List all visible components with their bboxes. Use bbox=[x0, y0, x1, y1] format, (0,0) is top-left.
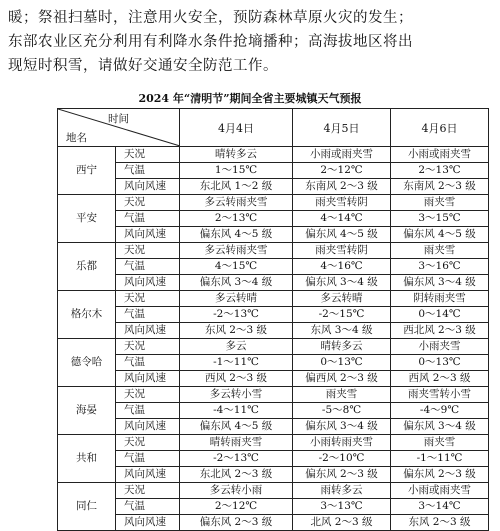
table-row bbox=[58, 195, 489, 211]
city-name-cell: 海晏 bbox=[58, 387, 116, 435]
forecast-value-cell: -4～11℃ bbox=[180, 403, 293, 419]
forecast-value-cell: 雨夹雪 bbox=[391, 435, 489, 451]
table-row bbox=[58, 499, 489, 515]
table-row bbox=[58, 163, 489, 179]
table-row bbox=[58, 451, 489, 467]
forecast-value-cell: -2～13℃ bbox=[180, 307, 293, 323]
table-row bbox=[58, 387, 489, 403]
table-row bbox=[58, 147, 489, 163]
paragraph-line: 东部农业区充分利用有利降水条件抢墒播种；高海拔地区将出 bbox=[8, 34, 413, 50]
city-name-cell: 平安 bbox=[58, 195, 116, 243]
forecast-value-cell: 偏东风 4～5 级 bbox=[391, 227, 489, 243]
forecast-value-cell: 东北风 1～2 级 bbox=[180, 179, 293, 195]
table-row bbox=[58, 243, 489, 259]
item-label-cell: 天况 bbox=[116, 435, 180, 451]
date-header: 4月4日 bbox=[180, 109, 293, 147]
forecast-value-cell: 1～15℃ bbox=[180, 163, 293, 179]
forecast-value-cell: 偏东风 3～4 级 bbox=[391, 419, 489, 435]
item-label-cell: 天况 bbox=[116, 339, 180, 355]
item-label-cell: 气温 bbox=[116, 451, 180, 467]
paragraph-line: 现短时积雪，请做好交通安全防范工作。 bbox=[8, 58, 278, 74]
forecast-value-cell: 雨夹雪 bbox=[391, 195, 489, 211]
item-label-cell: 风向风速 bbox=[116, 323, 180, 339]
forecast-value-cell: 3～15℃ bbox=[391, 211, 489, 227]
item-label-cell: 风向风速 bbox=[116, 227, 180, 243]
forecast-value-cell: 2～12℃ bbox=[293, 163, 391, 179]
table-row bbox=[58, 435, 489, 451]
date-header: 4月6日 bbox=[391, 109, 489, 147]
forecast-value-cell: 小雨或雨夹雪 bbox=[293, 147, 391, 163]
item-label-cell: 天况 bbox=[116, 483, 180, 499]
forecast-value-cell: 晴转雨夹雪 bbox=[180, 435, 293, 451]
city-name-cell: 西宁 bbox=[58, 147, 116, 195]
forecast-value-cell: 偏东风 2～3 级 bbox=[391, 467, 489, 483]
forecast-value-cell: 西北风 2～3 级 bbox=[391, 323, 489, 339]
item-label-cell: 天况 bbox=[116, 243, 180, 259]
table-row bbox=[58, 307, 489, 323]
forecast-value-cell: 多云 bbox=[180, 339, 293, 355]
forecast-value-cell: 偏东风 3～4 级 bbox=[293, 419, 391, 435]
forecast-value-cell: -1～11℃ bbox=[391, 451, 489, 467]
item-label-cell: 风向风速 bbox=[116, 419, 180, 435]
forecast-value-cell: 偏东风 3～4 级 bbox=[180, 275, 293, 291]
forecast-value-cell: -1～11℃ bbox=[180, 355, 293, 371]
item-label-cell: 风向风速 bbox=[116, 515, 180, 531]
forecast-value-cell: 雨夹雪 bbox=[391, 243, 489, 259]
forecast-value-cell: 4～14℃ bbox=[293, 211, 391, 227]
forecast-value-cell: -2～13℃ bbox=[180, 451, 293, 467]
table-row bbox=[58, 323, 489, 339]
forecast-value-cell: 多云转晴 bbox=[293, 291, 391, 307]
forecast-value-cell: 2～13℃ bbox=[180, 211, 293, 227]
forecast-value-cell: 4～15℃ bbox=[180, 259, 293, 275]
table-row bbox=[58, 259, 489, 275]
item-label-cell: 天况 bbox=[116, 387, 180, 403]
forecast-value-cell: 雨夹雪 bbox=[293, 387, 391, 403]
forecast-table bbox=[57, 108, 489, 531]
item-label-cell: 气温 bbox=[116, 403, 180, 419]
item-label-cell: 气温 bbox=[116, 355, 180, 371]
forecast-value-cell: 0～13℃ bbox=[391, 355, 489, 371]
forecast-value-cell: -2～10℃ bbox=[293, 451, 391, 467]
item-label-cell: 气温 bbox=[116, 307, 180, 323]
forecast-value-cell: -2～15℃ bbox=[293, 307, 391, 323]
forecast-value-cell: 3～13℃ bbox=[293, 499, 391, 515]
forecast-value-cell: 0～13℃ bbox=[293, 355, 391, 371]
forecast-value-cell: 阴转雨夹雪 bbox=[391, 291, 489, 307]
forecast-value-cell: 偏东风 4～5 级 bbox=[180, 227, 293, 243]
forecast-value-cell: 多云转晴 bbox=[180, 291, 293, 307]
city-name-cell: 同仁 bbox=[58, 483, 116, 531]
forecast-value-cell: 偏东风 3～4 级 bbox=[293, 275, 391, 291]
forecast-value-cell: 小雨或雨夹雪 bbox=[391, 483, 489, 499]
forecast-value-cell: -4～9℃ bbox=[391, 403, 489, 419]
forecast-value-cell: 2～12℃ bbox=[180, 499, 293, 515]
city-name-cell: 德令哈 bbox=[58, 339, 116, 387]
table-row bbox=[58, 515, 489, 531]
forecast-value-cell: 东风 2～3 级 bbox=[180, 323, 293, 339]
table-row bbox=[58, 483, 489, 499]
forecast-value-cell: 西风 2～3 级 bbox=[391, 371, 489, 387]
table-row bbox=[58, 355, 489, 371]
city-name-cell: 共和 bbox=[58, 435, 116, 483]
forecast-value-cell: 小雨或雨夹雪 bbox=[391, 147, 489, 163]
intro-paragraph bbox=[8, 6, 494, 78]
paragraph-line: 暖；祭祖扫墓时，注意用火安全，预防森林草原火灾的发生； bbox=[8, 10, 413, 26]
date-header: 4月5日 bbox=[293, 109, 391, 147]
city-name-cell: 格尔木 bbox=[58, 291, 116, 339]
forecast-value-cell: 东风 3～4 级 bbox=[293, 323, 391, 339]
table-row bbox=[58, 339, 489, 355]
table-row bbox=[58, 179, 489, 195]
item-label-cell: 气温 bbox=[116, 259, 180, 275]
item-label-cell: 风向风速 bbox=[116, 467, 180, 483]
forecast-value-cell: 多云转小雪 bbox=[180, 387, 293, 403]
forecast-value-cell: 偏东风 4～5 级 bbox=[180, 419, 293, 435]
forecast-value-cell: 雨夹雪转小雪 bbox=[391, 387, 489, 403]
table-row bbox=[58, 211, 489, 227]
forecast-value-cell: 小雨夹雪 bbox=[391, 339, 489, 355]
forecast-value-cell: 雨夹雪转阴 bbox=[293, 243, 391, 259]
forecast-value-cell: 2～13℃ bbox=[391, 163, 489, 179]
forecast-value-cell: 晴转多云 bbox=[180, 147, 293, 163]
forecast-value-cell: 偏东风 2～3 级 bbox=[180, 515, 293, 531]
forecast-value-cell: 偏东风 2～3 级 bbox=[293, 467, 391, 483]
forecast-value-cell: 东南风 2～3 级 bbox=[293, 179, 391, 195]
forecast-value-cell: 偏东风 3～4 级 bbox=[391, 275, 489, 291]
city-name-cell: 乐都 bbox=[58, 243, 116, 291]
table-row bbox=[58, 419, 489, 435]
item-label-cell: 天况 bbox=[116, 195, 180, 211]
item-label-cell: 天况 bbox=[116, 147, 180, 163]
forecast-value-cell: 晴转多云 bbox=[293, 339, 391, 355]
forecast-value-cell: 多云转雨夹雪 bbox=[180, 195, 293, 211]
header-time-label: 时间 bbox=[108, 113, 129, 125]
forecast-value-cell: 4～16℃ bbox=[293, 259, 391, 275]
forecast-value-cell: -5～8℃ bbox=[293, 403, 391, 419]
item-label-cell: 气温 bbox=[116, 163, 180, 179]
header-place-label: 地名 bbox=[66, 132, 87, 144]
item-label-cell: 天况 bbox=[116, 291, 180, 307]
table-row bbox=[58, 403, 489, 419]
forecast-value-cell: 雨转多云 bbox=[293, 483, 391, 499]
forecast-value-cell: 东南风 2～3 级 bbox=[391, 179, 489, 195]
forecast-value-cell: 偏东风 4～5 级 bbox=[293, 227, 391, 243]
table-row bbox=[58, 371, 489, 387]
forecast-value-cell: 多云转小雨 bbox=[180, 483, 293, 499]
table-row bbox=[58, 467, 489, 483]
forecast-value-cell: 西风 2～3 级 bbox=[180, 371, 293, 387]
table-row bbox=[58, 291, 489, 307]
diagonal-header-cell bbox=[58, 109, 180, 147]
table-row bbox=[58, 227, 489, 243]
forecast-value-cell: 偏西风 2～3 级 bbox=[293, 371, 391, 387]
forecast-value-cell: 3～16℃ bbox=[391, 259, 489, 275]
forecast-value-cell: 东北风 2～3 级 bbox=[180, 467, 293, 483]
item-label-cell: 气温 bbox=[116, 211, 180, 227]
forecast-value-cell: 东风 2～3 级 bbox=[391, 515, 489, 531]
forecast-value-cell: 3～14℃ bbox=[391, 499, 489, 515]
forecast-value-cell: 雨夹雪转阴 bbox=[293, 195, 391, 211]
table-header-row bbox=[58, 109, 489, 147]
table-caption: 2024 年“清明节”期间全省主要城镇天气预报 bbox=[138, 92, 362, 105]
forecast-value-cell: 北风 2～3 级 bbox=[293, 515, 391, 531]
forecast-value-cell: 0～14℃ bbox=[391, 307, 489, 323]
table-row bbox=[58, 275, 489, 291]
forecast-value-cell: 小雨转雨夹雪 bbox=[293, 435, 391, 451]
item-label-cell: 风向风速 bbox=[116, 371, 180, 387]
forecast-value-cell: 多云转雨夹雪 bbox=[180, 243, 293, 259]
item-label-cell: 气温 bbox=[116, 499, 180, 515]
item-label-cell: 风向风速 bbox=[116, 179, 180, 195]
item-label-cell: 风向风速 bbox=[116, 275, 180, 291]
